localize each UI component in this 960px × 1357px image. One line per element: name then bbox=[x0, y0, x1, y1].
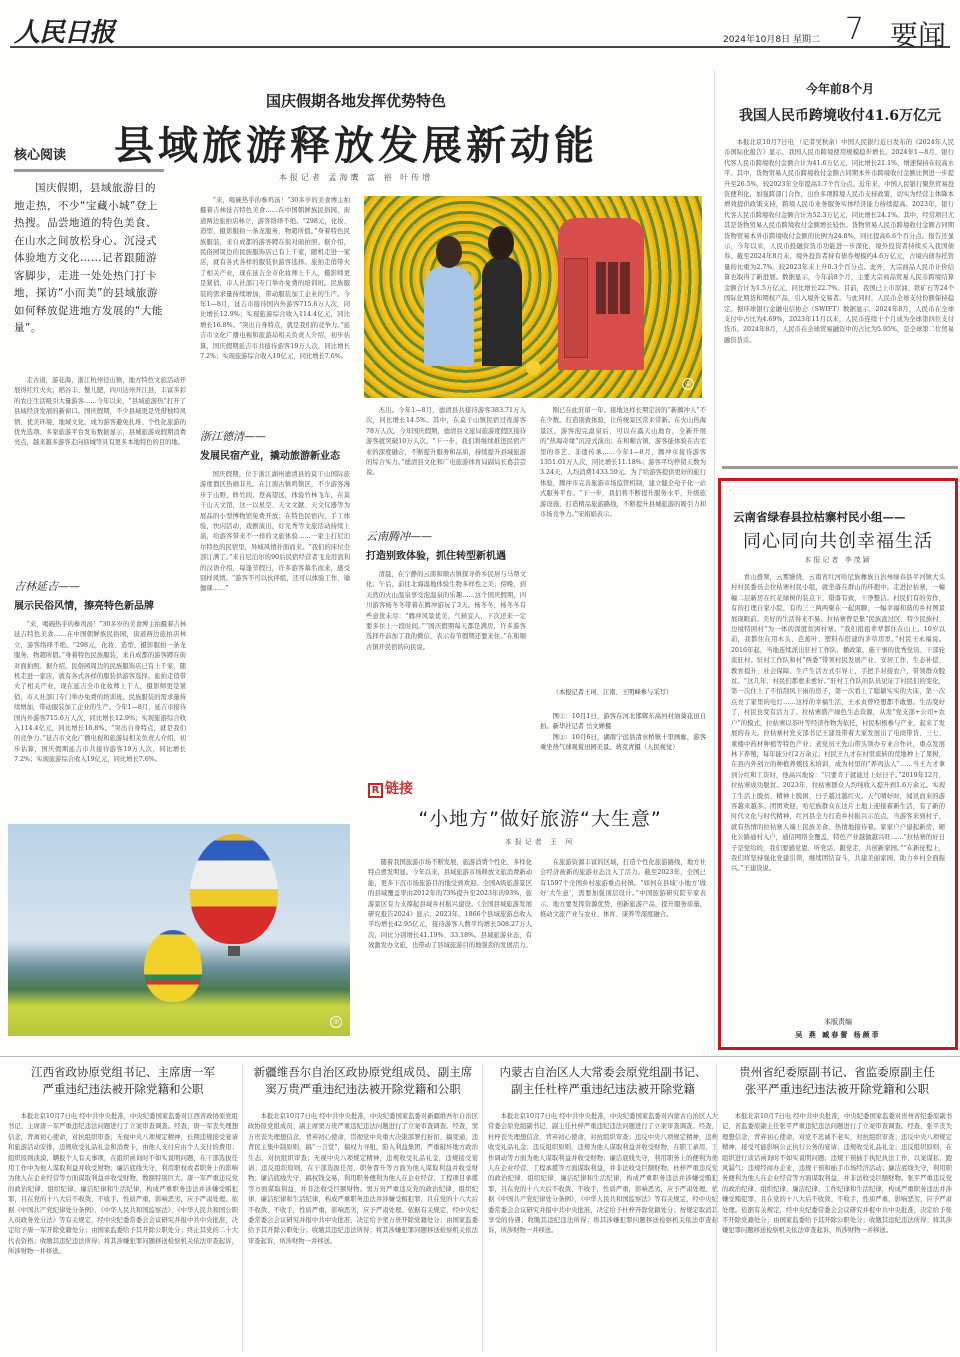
newspaper-logo: 人民日报 bbox=[14, 18, 115, 48]
rmb-headline: 我国人民币跨境收付41.6万亿元 bbox=[738, 108, 942, 124]
link-sidebar bbox=[368, 778, 712, 847]
masthead bbox=[10, 10, 950, 52]
discipline-news-4: 贵州省纪委原副书记、省监委原副主任 张平严重违纪违法被开除党籍和公职 本报北京10月7日电 经中共中央批准，中央纪委国家监委对贵州省纪委原副书记、省监委原副主任张平严重违纪违法问题进行了立案审查调查。经查，张平丧失理想信念，背弃初心使命，对党不忠诚不老实，对抗组织审查；违反中央八项规定精神，接受可能影响公正执行公务的宴请；违规收受礼品礼金；违反组织原则，在组织进行谈话函询时不如实说明问题；违规干预插手执纪执法工作，以案谋私，跑风漏气；违规经商办企业，违规干预和插手市场经济活动；廉洁底线失守，利用职务便利为他人在企业经营等方面谋取利益，并非法收受巨额财物。张平严重违反党的政治纪律、组织纪律、廉洁纪律、工作纪律和生活纪律，构成严重职务违法并涉嫌受贿犯罪，且在党的十八大后不收敛、不收手，性质严重，影响恶劣，应予严肃处理。依据有关规定，经中央纪委常委会会议研究并报中共中央批准，决定给予张平开除党籍处分；由国家监委给予其开除公职处分；收缴其违纪违法所得；将其涉嫌犯罪问题移送检察机关依法审查起诉，所涉财物一并移送。 bbox=[722, 1065, 952, 1235]
link-byline: 本报记者 王 珂 bbox=[504, 838, 576, 846]
core-reading-title: 核心阅读 bbox=[14, 144, 164, 172]
tengchong-text: 清晨，在宁静的云南和顺古镇探寻侨乡民居与马帮文化；午后，前往北海湿地体验生物多样性之美；傍晚，到天然的火山温泉享受泡温泉的乐趣……这个国庆假期，四川游客杨冬冬带着在腾冲游玩了3天。杨冬冬，杨冬冬有些意犹未尽：“腾冲风景优美，气候宜人，下次还来一定要多住上一段时间。”“国庆假期每天都是满房，许多游客选择开前加了我的微信，表示春节假期还要来住。”在和顺古镇开民宿的向民说。 bbox=[366, 571, 526, 651]
subhead-yanji: 吉林延吉—— 展示民俗风情，擦亮特色新品牌 bbox=[14, 580, 154, 612]
deqing-text: 国庆假期，位于浙江湖州德清县的莫干山国际旅游度假区热闹非凡。在江南古镇鸣镇区，不少游客漫步于山野，修竹间，登高望远，体验竹林飞车，在莫干山天文馆，这一以星空、天文文献、天文仪器等为展品的小型博物馆免费开放；在特色民宿内，手工体验，快闪活动，戏剧演出，灯光秀等文旅活动持续上演，给游客带来不一样的文旅体验……一家主打尼泊尔特色的民宿里，异域风情扑面而来。“我们的床位全部订满了。”来自尼泊尔的90后民宿经营者飞龙用流利的汉语介绍，每逢节假日，许多游客慕名而来，感受别样风情。“游客不可以伙伴组，还可以体验工作、瑜伽课……” bbox=[200, 471, 350, 593]
core-reading-box bbox=[14, 144, 164, 338]
issue-date: 2024年10月8日 星期二 bbox=[723, 35, 820, 45]
main-headline: 县域旅游释放发展新动能 bbox=[114, 123, 598, 169]
column-divider bbox=[716, 1064, 717, 1352]
tourist-head bbox=[488, 226, 514, 260]
yanji-text-2: “来，喝碗热乎的参鸡汤！”30多岁的美食博主拍摄着吉林延吉特色美食……在中国朝鲜族民俗园，街道两边旅拍店林立，游客络绎不绝。“298元，化妆、造型、摄影服拍一条龙服务，物超所值。”身着特色民族服装，来自成都的游客蹲在街对面拍照。据介绍，民俗园周边的民族服饰店已有上千家，随机走进一家店，就有各式各样的服装供游客选择。旅拍走俏带火了相关产业，现在延吉全市化妆师上千人，摄影师更是紧俏，市人社部门专门举办免费的培训班。民族服装的需求量持续增加，带动服装加工企业的生产。今年1—8月，延吉市接待国内外游客715.6万人次，同比增长12.9%；实现旅游综合收入114.4亿元，同比增长16.8%。“突出自身特点，就是我们的竞争力。”延吉市文化广播电视和旅游局相关负责人介绍，初步估算，国庆假期延吉市共接待游客19万人次，同比增长7.2%；实现旅游综合收入19亿元，同比增长7.6%。 bbox=[200, 197, 350, 361]
discipline-news-1: 江西省政协原党组书记、主席唐一军 严重违纪违法被开除党籍和公职 本报北京10月7日电 经中共中央批准，中央纪委国家监委对江西省政协原党组书记、主席唐一军严重违纪违法问题进行了立案审查调查。经查，唐一军丧失理想信念，背离初心使命，对抗组织审查；无视中央八项规定精神，长期违规接受宴请和旅游活动安排，违规收受礼品礼金和消费卡，由他人支付应由个人支付的费用；组织原则淡漠，瞒报个人有关事项，在组织函询时不如实说明问题，在干部选拔任用工作中为他人谋取利益并收受财物；廉洁底线失守，利用职权或者职务上的影响为他人在企业经营等方面谋取利益并收受财物，数额特别巨大。唐一军严重违反党的政治纪律、组织纪律、廉洁纪律和生活纪律，构成严重职务违法并涉嫌受贿犯罪，且在党的十八大后不收敛、不收手，性质严重，影响恶劣，应予严肃处理。依据《中国共产党纪律处分条例》、《中华人民共和国监察法》、《中华人民共和国公职人员政务处分法》等有关规定，经中央纪委常委会会议研究并报中共中央批准，决定给予唐一军开除党籍处分；由国家监委给予其开除公职处分；终止其党的二十大代表资格；收缴其违纪违法所得；将其涉嫌犯罪问题移送检察机关依法审查起诉，所涉财物一并移送。 bbox=[8, 1065, 238, 1256]
column-divider bbox=[242, 1064, 243, 1352]
tengchong-text-cont: 刚已在此驻留一年。接地这样长期定居的“新腾冲人”不在少数。打造别致体验，让传统景区常来常新。在火山热海景区，游客泡完温泉后，可以在露天山地台，全新开展的“热海奇缘”沉浸式演出；在和顺古镇，游客能体验在古宅里的茶艺、非遗传承……今年1—8月，腾冲市接待游客1351.01万人次，同比增长11.18%；游客平均停留天数为3.24天，人均消费1433.59元。为了给游客提供更好的旅行体验，腾冲市完善旅游市场监管机制，建立健全电子化一站式服务平台。“下一步，我们将不断提升服务水平，升级旅游设施，打造精品旅游路线，不断提升县城旅游的吸引力和市场竞争力。”宋娟娟表示。 bbox=[540, 407, 706, 519]
photo-hot-air-balloons bbox=[8, 824, 350, 1036]
intro-text: 走古道，游花海，浙江杭州径山镇，地方特色文旅活动开展得红红火火；稻谷丰、蟹儿肥，四川达州开江县，丰富多彩的农庄生活吸引大量游客……今年以来，“县域旅游热”打开了县域经济发展的新窗口。国庆假期，不少县域更是凭借独特风情、优美环境、地域文化，成为游客避免扎堆、个性化旅游的优先选项。多家旅游平台发布数据显示，县城旅游成假期消费亮点，越来越多游客走向县城等具有更多本地特色的目的地。 bbox=[14, 377, 186, 447]
photo-number-mark: ② bbox=[330, 1016, 342, 1028]
main-byline: 本报记者 孟海鹰 富 裕 叶传增 bbox=[278, 173, 434, 182]
deqing-text-cont: 杰出。今年1—8月，德清县共接待游客383.71万人次，同比增长14.5%。其中，在莫干山镇民宿过夜游客78万人次。今年国庆假期，德清县文旅局旅游度假区接待游客就突破10万人次。“下一步，我们将继续推进民宿产业的深度融合，不断提升服务和品质，持续提升县域旅游的综合实力。”德清县文化和广电旅游体育局副局长葛芸芸说。 bbox=[366, 407, 526, 477]
lagu-byline: 本报记者 李茂颖 bbox=[804, 556, 872, 564]
hot-air-balloon bbox=[190, 834, 278, 944]
discipline-news-2: 新疆维吾尔自治区政协原党组成员、副主席 窦万贵严重违纪违法被开除党籍和公职 本报北京10月7日电 经中共中央批准，中央纪委国家监委对新疆维吾尔自治区政协原党组成员、副主席窦万贵严重违纪违法问题进行了立案审查调查。经查，窦万贵丧失理想信念，背弃初心使命，贯彻党中央重大决策部署打折扣、搞变通，违背民主集中制原则，搞“一言堂”，搞权力寻租，陷入利益集团，严重破坏地方政治生态，对抗组织审查；无视中央八项规定精神，违规收受礼品礼金，违规接受宴请；违反组织原则，在干部选拔任用、职务晋升等方面为他人谋取利益并收受财物；廉洁底线失守，搞权钱交易，利用职务便利为他人在企业经营、工程项目承揽等方面谋取利益，并非法收受巨额财物。窦万贵严重违反党的政治纪律、组织纪律、廉洁纪律和生活纪律，构成严重职务违法并涉嫌受贿犯罪，且在党的十八大后不收敛、不收手，性质严重，影响恶劣，应予严肃处理。依据有关规定，经中央纪委常委会会议研究并报中共中央批准，决定给予窦万贵开除党籍处分；由国家监委给予其开除公职处分；收缴其违纪违法所得；将其涉嫌犯罪问题移送检察机关依法审查起诉，所涉财物一并移送。 bbox=[248, 1065, 478, 1245]
rmb-story bbox=[722, 80, 958, 125]
lagu-text: 青山叠翠，云雾缭绕，云南省红河哈尼族彝族自治州绿春县平河镇大头村村民委员会拉枯寨村民小组，就坐落在群山的环抱中。走进拉枯寨，一幢幢二层新房在红花绿树的装点下，错落有致，干净整洁。村民们有的劳作，有的打理自家小院，有的三三两两聚在一起闲聊，一幅幸福和谐的乡村图景展现眼前。美好的生活得来不易。拉枯寨曾是集“民族直过区、特少民族村、边境特困村”为一体的深度贫困村寨。“我们祖祖辈辈都住在山上。10岁以前，我都住在用木头、芭蕉叶、塑料布搭建的茅草房里。”村民王永福说。2016年起，当地连续派出驻村工作队，播政策、施干事的优秀党员、干部轮流驻村。驻村工作队和村“两委”带领村民发展产业、安居工作，生态补偿、教育提升、社会保障、生产生活方式引导上，手把手对接农户，带领群众脱贫。“这几年，村民们都愈来愈好。”驻村工作队的队员见证了村民们的变化，第一次住上了不怕刮风下雨的房子，第一次看上了聪敏实实的大床，第一次点亮了家里的电灯……这样的幸福生活，王永贞曾经想都不敢想。生活变好了，村民也变有活力了。拉枯寨盛产绿色生态资源，从发“党支部+公司+农户”的模式，拉枯寨以茶叶等经济作物为依托，村民积极参与产业，起来了发展的春天。拉枯寨村党支部书记王建设带着大家发展出了电商带货、三七、重楼中药材种植等特色产业；老党员王先山带头领办专业合作社，重点发展林下养殖，每年能分红2万余元；村民王九才在村里流转的荒地种上了果树，在县内外创立的种植养殖技术培训，成为村里的“养鸡达人”……当王九才拿到分红和工资时，他高兴地说：“只要肯干就能过上好日子。”2019年12月，拉枯寨成功脱贫。2023年，拉枯寨群众人均纯收入提升到1.6万余元。实现了生活上脱贫、精神上脱困，日子越过越红火。天气晴好时，闻讯而来的游客越来越多。团团欢迎，哈尼族群众在这片土地上迎接着新生活，有了新的时代文化与时代精神，红河县全力打造乡村振兴示范点，当游客来到村子，就有热情的拉枯寨人端上民族美食、热情地接待着。家家户户建起新房，硬化公路通村入户，通信网络全覆盖，特色产业越做越兴旺……“拉枯寨的好日子是党给的，我们要感党恩、听党话、跟党走，共创新家园。”“在新征程上，我们将坚持强化党建引领，继续团结奋斗，共建美丽家园，助力乡村全面振兴。”王建设说。 bbox=[731, 574, 945, 873]
page-editors: 本版责编 吴 燕 臧春蕾 杨颜菲 bbox=[795, 1018, 881, 1039]
rmb-kicker: 今年前8个月 bbox=[805, 82, 875, 96]
link-text-1: 随着我国旅游市场不断发展，旅游消费个性化、多样化特点愈发明显。今年以来，县域旅游市场释放文旅消费新动能，更多下沉市场旅游目的地受到欢迎。全国A级旅游景区的县域覆盖率由2012年的73%提升至2023年的93%，旅游景区有力支撑起县域乡村振兴建设。《全国县域旅游发展研究报告2024》显示，2023年，1866个县域旅游总收入平均增长42.95亿元，接待游客人数平均增长508.27万人次，同比分别增长41.19%、33.18%。县域旅游业态，有效激发办文旅，也带动了县域旅游目的地强劲的发展活力。 bbox=[368, 859, 532, 950]
column-divider bbox=[482, 1064, 483, 1352]
column-divider bbox=[714, 70, 715, 1050]
yanji-text-1: “来，喝碗热乎的参鸡汤！”30多岁的美食博主拍摄着吉林延吉特色美食……在中国朝鲜族民俗园，街道两边旅拍店林立，游客络绎不绝。“298元，化妆、造型、摄影服拍一条龙服务，物超所值。”身着特色民族服装，来自成都的游客蹲在街对面拍照。据介绍，民俗园周边的民族服饰店已有上千家，随机走进一家店，就有各式各样的服装供游客选择。旅拍走俏带火了相关产业，现在延吉全市化妆师上千人，摄影师更是紧俏，市人社部门专门举办免费的培训班。民族服装的需求量持续增加，带动服装加工企业的生产。今年1—8月，延吉市接待国内外游客715.6万人次，同比增长12.9%；实现旅游综合收入114.4亿元，同比增长16.8%。“突出自身特点，就是我们的竞争力。”延吉市文化广播电视和旅游局相关负责人介绍，初步估算，国庆假期延吉市共接待游客19万人次，同比增长7.2%；实现旅游综合收入19亿元，同比增长7.6%。 bbox=[14, 621, 186, 764]
subhead-deqing: 浙江德清—— 发展民宿产业，撬动旅游新业态 bbox=[200, 430, 340, 462]
section-name: 要闻 bbox=[889, 19, 946, 52]
photo-number-mark: ① bbox=[682, 378, 694, 390]
tourist-head bbox=[436, 236, 462, 268]
discipline-news-3: 内蒙古自治区人大常委会原党组副书记、 副主任杜梓严重违纪违法被开除党籍 本报北京10月7日电 经中共中央批准，中央纪委国家监委对内蒙古自治区人大常委会原党组副书记、副主任杜梓严重违纪违法问题进行了立案审查调查。经查，杜梓丧失理想信念，背弃初心使命，对抗组织审查；违反中央八项规定精神，违规收受礼品礼金；违反组织原则，违规为他人谋取利益并收受财物，在职工录用、工作调动等方面为他人谋取利益并收受财物；廉洁底线失守，利用职务上的便利为他人在企业经营、工程承揽等方面谋取利益，并非法收受巨额财物。杜梓严重违反党的政治纪律、组织纪律、廉洁纪律和生活纪律，构成严重职务违法并涉嫌受贿犯罪，且在党的十八大后不收敛、不收手，性质严重，影响恶劣，应予严肃处理。依据《中国共产党纪律处分条例》、《中华人民共和国监察法》等有关规定，经中央纪委常委会会议研究并报中共中央批准，决定给予杜梓开除党籍处分；按规定取消其享受的待遇；收缴其违纪违法所得；将其涉嫌犯罪问题移送检察机关依法审查起诉，所涉财物一并移送。 bbox=[488, 1065, 718, 1235]
divider bbox=[722, 466, 958, 469]
page-number: 7 bbox=[844, 12, 864, 47]
hot-air-balloon bbox=[144, 930, 202, 1002]
tourist-figure bbox=[482, 256, 522, 366]
link-text-2: 在旅游资源丰富的区域，打造个性化旅游路线，地方社会经济被新的旅游业态注入了活力。截至2023年，全国已有1597个全国乡村旅游重点村镇。“如何在县域‘小地方’做好‘大生意’，需要加强顶层设计。”中国旅游研究院专家表示，地方要发挥资源优势，创新旅游产品，提升服务质量，推动文旅产业与农业、体育、康养等深度融合。 bbox=[540, 859, 706, 919]
core-reading-text: 国庆假期，县域旅游目的地走热，不少“宝藏小城”登上热搜。品尝地道的特色美食、在山水之间放松身心、沉浸式体验地方文化……记者跟随游客脚步，走进一处处热门打卡地，探访“小而美”的县域旅游如何释放促进地方发展的“大能量”。 bbox=[14, 182, 163, 334]
highlighted-story-box bbox=[718, 478, 958, 1050]
photo-captions: 图①：10月1日，游客在河北邯郸东高河村油葵花田自拍。新华社记者 岳文婵摄 图②：10月6日，湖南宁远县清水桥镇十里画廊，游客乘坐热气球观赏田园美景。蒋克青摄（人民视觉） bbox=[540, 713, 706, 752]
r-logo-icon: R bbox=[368, 783, 383, 798]
lagu-headline: 同心同向共创幸福生活 bbox=[743, 531, 933, 552]
tourist-figure bbox=[424, 266, 474, 366]
balloon-basket bbox=[228, 946, 240, 956]
link-tag: R 链接 bbox=[368, 778, 712, 798]
red-phone-booth bbox=[558, 218, 644, 370]
subhead-tengchong: 云南腾冲—— 打造别致体验，抓住转型新机遇 bbox=[366, 530, 506, 562]
reporters-credit: （本报记者王珂、江南、王明峰参与采写） bbox=[552, 689, 673, 696]
link-title: “小地方”做好旅游“大生意” bbox=[418, 808, 662, 830]
divider bbox=[0, 1056, 960, 1057]
lagu-kicker: 云南省绿春县拉枯寨村民小组—— bbox=[733, 510, 906, 524]
main-kicker: 国庆假期各地发挥优势特色 bbox=[265, 92, 446, 110]
photo-sunflower-field bbox=[364, 196, 702, 398]
rmb-text: 本报北京10月7日电 （记者吴秋余）中国人民银行近日发布的《2024年人民币国际化报告》显示，我国人民币跨境使用规模稳步增长。2024年1—8月，银行代客人民币跨境收付金额合计为41.6万亿元，同比增长21.1%，增速保持在较高水平。其中，货物贸易人民币跨境收付金额占同期本外币跨境收付金额比例进一步提升至26.5%，较2023年全年提高1.7个百分点。近年来，中国人民银行聚焦贸易投资便利化，加强跨部门合作，出台多项跨境人民币支持政策，切实为经营主体降本增效提供政策支持，跨境人民币业务服务实体经济能力持续提高。2023年，银行代客人民币跨境收付金额合计为52.3万亿元，同比增长24.1%。其中，经常项目尤其是货物贸易人民币跨境收付金额增长较快。货物贸易人民币跨境收付金额占同期货物贸易本外币跨境收付金额的比例为24.8%，同比提高6.6个百分点。报告还显示，今年以来，人民币投融资货币功能进一步深化，境外投资者持续买入我国债券。截至2024年8月末，境外投资者持有债券规模约4.6万亿元，占境内债券托管量的比重为2.7%。较2023年末上升0.3个百分点。此外，大宗商品人民币计价结算也取得了新进展。数据显示，今年前8个月，主要大宗商品贸易人民币跨境结算金额合计为1.5万亿元，同比增长22.7%。目前，我国已上市原油、铁矿石等24个国际化期货和期权产品，引入境外交易者。与此同时，人民币全球支付份额保持稳定。据环球银行金融电信协会（SWIFT）数据显示，2024年8月，人民币在全球支付中占比为4.69%，2023年11月以来，人民币连续十个月成为全球第四位支付货币。2024年8月，人民币在全球贸易融资中的占比为5.95%，是全球第二位贸易融资货币。 bbox=[724, 139, 954, 344]
